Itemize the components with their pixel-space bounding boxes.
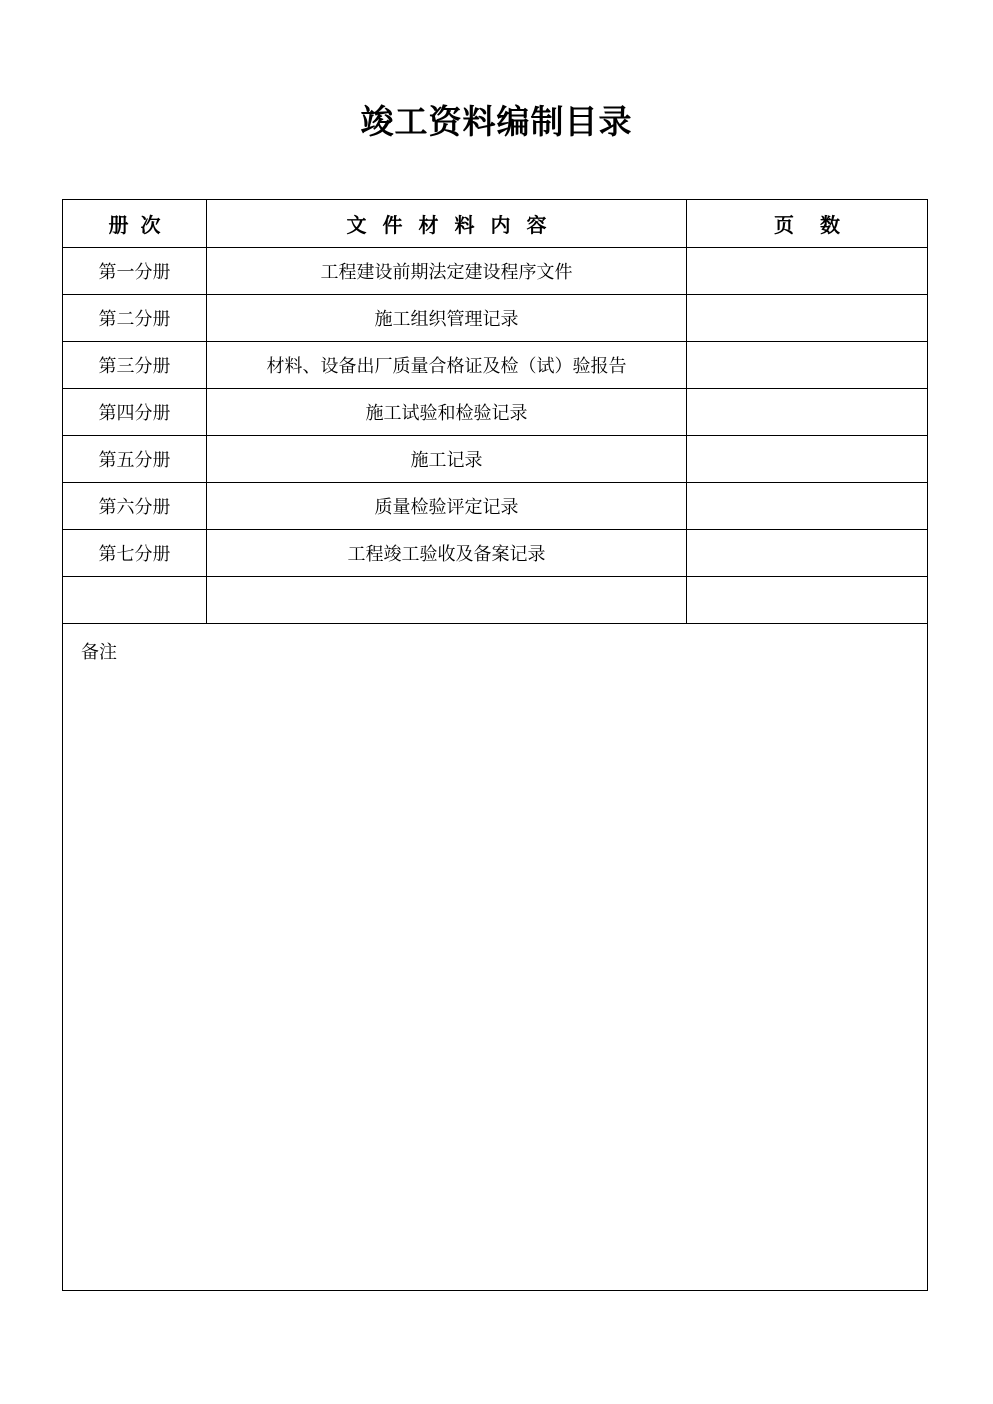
remarks-row bbox=[63, 624, 928, 1291]
content-cell[interactable] bbox=[207, 577, 687, 624]
table-row bbox=[63, 248, 928, 295]
volume-cell: 第六分册 bbox=[63, 483, 207, 530]
content-cell: 工程竣工验收及备案记录 bbox=[207, 530, 687, 577]
page-title: 竣工资料编制目录 bbox=[360, 102, 633, 141]
pages-cell[interactable] bbox=[687, 530, 928, 577]
pages-cell[interactable] bbox=[687, 295, 928, 342]
content-cell: 施工记录 bbox=[207, 436, 687, 483]
pages-cell[interactable] bbox=[687, 248, 928, 295]
volume-cell[interactable] bbox=[63, 577, 207, 624]
table-row bbox=[63, 530, 928, 577]
volume-cell: 第一分册 bbox=[63, 248, 207, 295]
volume-cell: 第三分册 bbox=[63, 342, 207, 389]
table-row bbox=[63, 389, 928, 436]
pages-cell[interactable] bbox=[687, 577, 928, 624]
content-cell: 施工组织管理记录 bbox=[207, 295, 687, 342]
remarks-cell[interactable] bbox=[63, 624, 928, 1291]
volume-cell: 第五分册 bbox=[63, 436, 207, 483]
pages-cell[interactable] bbox=[687, 389, 928, 436]
catalog-table bbox=[62, 199, 928, 1291]
volume-cell: 第二分册 bbox=[63, 295, 207, 342]
content-cell: 质量检验评定记录 bbox=[207, 483, 687, 530]
table-row bbox=[63, 483, 928, 530]
header-content: 文件材料内容 bbox=[207, 200, 687, 248]
volume-cell: 第四分册 bbox=[63, 389, 207, 436]
content-cell: 工程建设前期法定建设程序文件 bbox=[207, 248, 687, 295]
remarks-label: 备注 bbox=[81, 642, 117, 663]
header-pages: 页数 bbox=[687, 200, 928, 248]
pages-cell[interactable] bbox=[687, 342, 928, 389]
volume-cell: 第七分册 bbox=[63, 530, 207, 577]
header-volume: 册次 bbox=[63, 200, 207, 248]
table-row bbox=[63, 436, 928, 483]
pages-cell[interactable] bbox=[687, 483, 928, 530]
content-cell: 材料、设备出厂质量合格证及检（试）验报告 bbox=[207, 342, 687, 389]
pages-cell[interactable] bbox=[687, 436, 928, 483]
content-cell: 施工试验和检验记录 bbox=[207, 389, 687, 436]
table-row bbox=[63, 295, 928, 342]
table-row-empty bbox=[63, 577, 928, 624]
table-header-row bbox=[63, 200, 928, 248]
table-row bbox=[63, 342, 928, 389]
